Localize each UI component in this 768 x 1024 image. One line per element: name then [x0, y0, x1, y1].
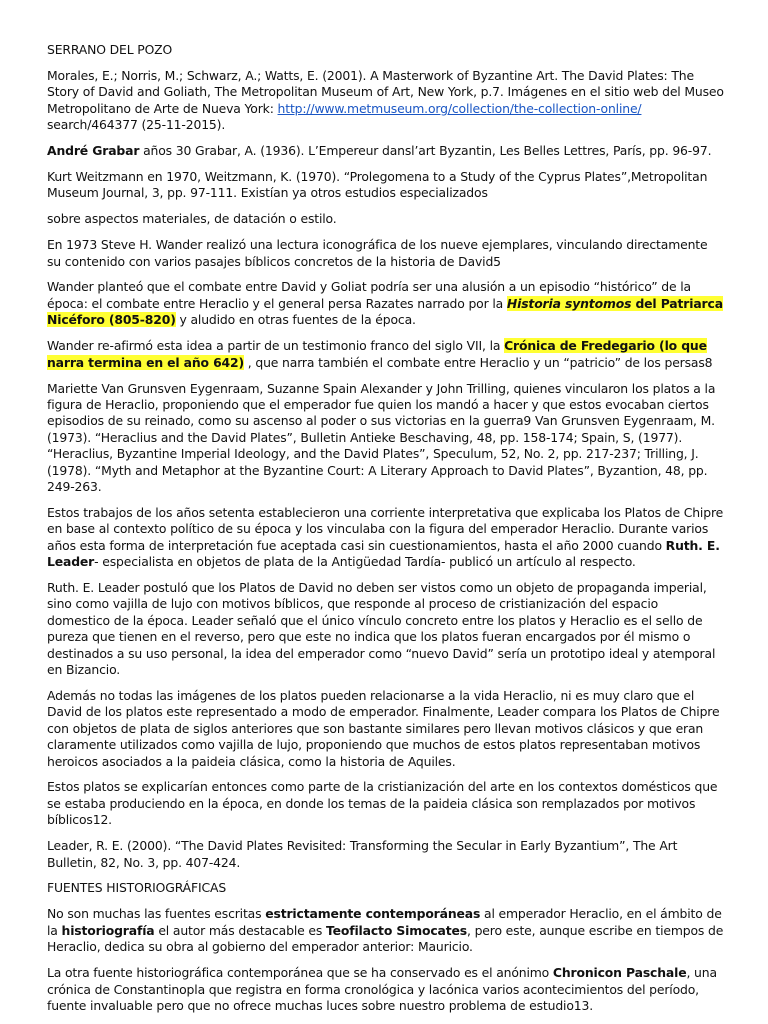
wander-text: Wander planteó que el combate entre David y Goliat podría ser una alusión a un episodio “histórico” de la época: el combate entre Heraclio y el general persa Razates narrado por la	[47, 279, 691, 311]
paragraph-leader-postulado: Ruth. E. Leader postuló que los Platos de David no deben ser vistos como un objeto de propaganda imperial, sino como vajilla de lujo con motivos bíblicos, que responde al proceso de cristianización del espacio domestico de la época. Leader señaló que el único vínculo concreto entre los platos y Heraclio es el sello de pureza que tienen en el reverso, pero que este no indica que los platos fueran encargados por él mismo o destinados a su uso personal, la idea del emperador como “nuevo David” sería un prototipo ideal y atemporal en Bizancio.	[47, 579, 716, 677]
fredegario-intro: Wander re-afirmó esta idea a partir de un testimonio franco del siglo VII, la	[47, 338, 505, 354]
paragraph-corriente-interpretativa	[47, 505, 724, 571]
citation-text: Morales, E.; Norris, M.; Schwarz, A.; Watts, E. (2001). A Masterwork of Byzantine Art. The David Plates: The Story of David and Goliath, The Metropolitan Museum of Art, New York, p.7. Imágenes en el sitio web del Museo Metropolitano de Arte de Nueva York:	[47, 67, 724, 116]
paragraph-wander-1973: En 1973 Steve H. Wander realizó una lectura iconográfica de los nueve ejemplares, vinculando directamente su contenido con varios pasajes bíblicos concretos de la historia de David5	[47, 237, 708, 269]
paragraph-material-studies: sobre aspectos materiales, de datación o estilo.	[47, 211, 337, 227]
paragraph-fredegario	[47, 338, 724, 371]
section-heading-serrano: SERRANO DEL POZO	[47, 42, 173, 57]
bold-historiografia: historiografía	[61, 922, 155, 938]
corriente-text-end: - especialista en objetos de plata de la Antigüedad Tardía- publicó un artículo al respecto.	[94, 554, 636, 570]
fredegario-end: , que narra también el combate entre Heraclio y un “patricio” de los persas8	[244, 354, 713, 370]
wander-text-end: y aludido en otras fuentes de la época.	[175, 312, 416, 328]
bold-chronicon-paschale: Chronicon Paschale	[552, 965, 687, 981]
grabar-citation: años 30 Grabar, A. (1936). L’Empereur dansl’art Byzantin, Les Belles Lettres, París, pp. 96-97.	[139, 143, 712, 159]
section-heading-fuentes: FUENTES HISTORIOGRÁFICAS	[47, 880, 227, 896]
paragraph-wander-combate	[47, 279, 724, 328]
paragraph-weitzmann: Kurt Weitzmann en 1970, Weitzmann, K. (1970). “Prolegomena to a Study of the Cyprus Plates”,Metropolitan Museum Journal, 3, pp. 97-111. Existían ya otros estudios especializados	[47, 168, 708, 201]
bold-teofilacto: Teofilacto Simocates	[325, 922, 468, 938]
paragraph-morales-citation	[47, 68, 724, 134]
paragraph-leader-citation: Leader, R. E. (2000). “The David Plates Revisited: Transforming the Secular in Early Byzantium”, The Art Bulletin, 82, No. 3, pp. 407-424.	[47, 838, 678, 870]
patriarca-niceforo: del Patriarca Nicéforo (805-820)	[47, 295, 723, 328]
fuentes-text-1: No son muchas las fuentes escritas	[47, 906, 266, 922]
bold-contemporaneas: estrictamente contemporáneas	[265, 906, 481, 922]
citation-suffix: search/464377 (25-11-2015).	[47, 117, 226, 133]
historia-syntomos-title: Historia syntomos	[506, 295, 632, 311]
chronicon-end: , una crónica de Constantinopla que registra en forma cronológica y lacónica varios acontecimientos del período, fuente invaluable pero que no ofrece muchas luces sobre nuestro problema de estudio13.	[47, 965, 717, 1013]
fuentes-text-2: al emperador Heraclio, en el ámbito de la	[47, 906, 722, 938]
highlight-cronica-fredegario: Crónica de Fredegario (lo que narra termina en el año 642)	[47, 338, 707, 370]
paragraph-cristianizacion: Estos platos se explicarían entonces como parte de la cristianización del arte en los contextos domésticos que se estaba produciendo en la época, en donde los temas de la paideia clásica son remplazados por motivos bíblicos12.	[47, 779, 718, 828]
author-name-leader: Ruth. E. Leader	[47, 537, 720, 570]
fuentes-text-4: , pero este, aunque escribe en tiempos de Heraclio, dedica su obra al gobierno del emperador anterior: Mauricio.	[47, 922, 724, 955]
fuentes-text-3: el autor más destacable es	[154, 922, 326, 938]
paragraph-imagenes-platos: Además no todas las imágenes de los platos pueden relacionarse a la vida Heraclio, ni es muy claro que el David de los platos este representado a modo de emperador. Finalmente, Leader compara los Platos de Chipre con objetos de plata de siglos anteriores que son bastante similares pero llevan motivos clásicos y que eran claramente utilizados como vajilla de lujo, proponiendo que muchos de estos platos representaban motivos heroicos asociados a la paideia clásica, como la historia de Aquiles.	[47, 687, 720, 769]
paragraph-chronicon-paschale	[47, 965, 724, 1014]
paragraph-fuentes-escritas	[47, 906, 724, 955]
chronicon-intro: La otra fuente historiográfica contemporánea que se ha conservado es el anónimo	[47, 965, 553, 981]
paragraph-heraclio-vinculacion: Mariette Van Grunsven Eygenraam, Suzanne Spain Alexander y John Trilling, quienes vincularon los platos a la figura de Heraclio, proponiendo que el emperador fue quien los mandó a hacer y que estos evocaban ciertos episodios de su reinado, como su ascenso al poder o sus victorias en la guerra9 Van Grunsven Eygenraam, M. (1973). “Heraclius and the David Plates”, Bulletin Antieke Beschaving, 48, pp. 158-174; Spain, S, (1977). “Heraclius, Byzantine Imperial Ideology, and the David Plates”, Speculum, 52, No. 2, pp. 217-237; Trilling, J. (1978). “Myth and Metaphor at the Byzantine Court: A Literary Approach to David Plates”, Byzantion, 48, pp. 249-263.	[47, 380, 716, 494]
author-name-grabar: André Grabar	[47, 143, 140, 159]
corriente-text: Estos trabajos de los años setenta establecieron una corriente interpretativa que explicaba los Platos de Chipre en base al contexto político de su época y los vinculaba con la figura del emperador Heraclio. Durante varios años esta forma de interpretación fue aceptada casi sin cuestionamientos, hasta el año 2000 cuando	[47, 504, 724, 553]
metmuseum-link[interactable]: http://www.metmuseum.org/collection/the-collection-online/	[277, 100, 642, 116]
paragraph-grabar	[47, 143, 724, 159]
